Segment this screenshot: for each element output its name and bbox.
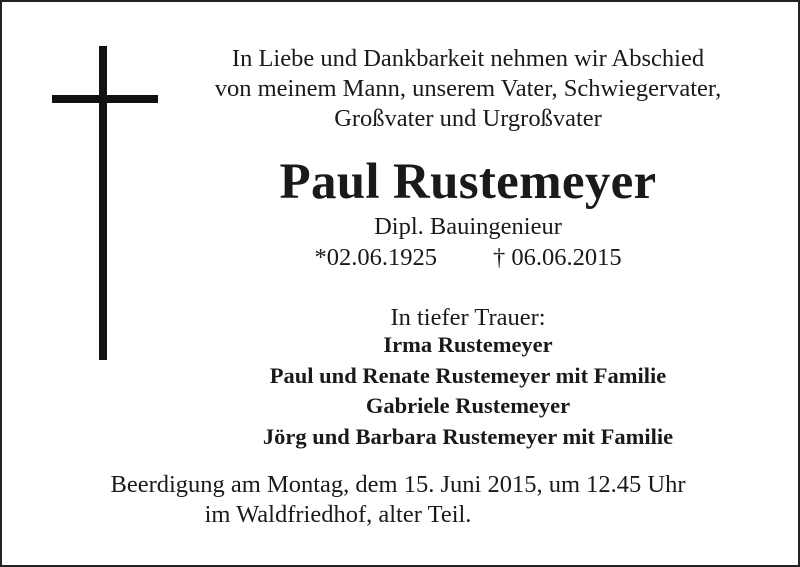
funeral-line: im Waldfriedhof, alter Teil. [204,501,472,528]
funeral-info [40,470,756,530]
mourner-name: Paul und Renate Rustemeyer mit Familie [269,362,667,388]
mourners-list [190,330,746,452]
intro-line: Großvater und Urgroßvater [334,105,602,132]
deceased-title: Dipl. Bauingenieur [374,213,562,240]
intro-text [190,44,746,134]
intro-line: In Liebe und Dankbarkeit nehmen wir Abschied [231,45,705,72]
intro-line: von meinem Mann, unserem Vater, Schwiegervater, [214,75,722,102]
death-date: † 06.06.2015 [492,244,622,271]
life-dates [190,243,746,273]
funeral-line: Beerdigung am Montag, dem 15. Juni 2015, um 12.45 Uhr [110,471,686,498]
mourner-name: Jörg und Barbara Rustemeyer mit Familie [262,423,674,449]
mourning-label: In tiefer Trauer: [390,304,546,331]
birth-date: *02.06.1925 [314,244,437,271]
mourner-name: Gabriele Rustemeyer [365,393,571,418]
cross-vertical-bar [99,46,107,360]
mourner-name: Irma Rustemeyer [383,332,553,357]
deceased-name: Paul Rustemeyer [279,154,657,210]
cross-horizontal-bar [52,95,158,103]
